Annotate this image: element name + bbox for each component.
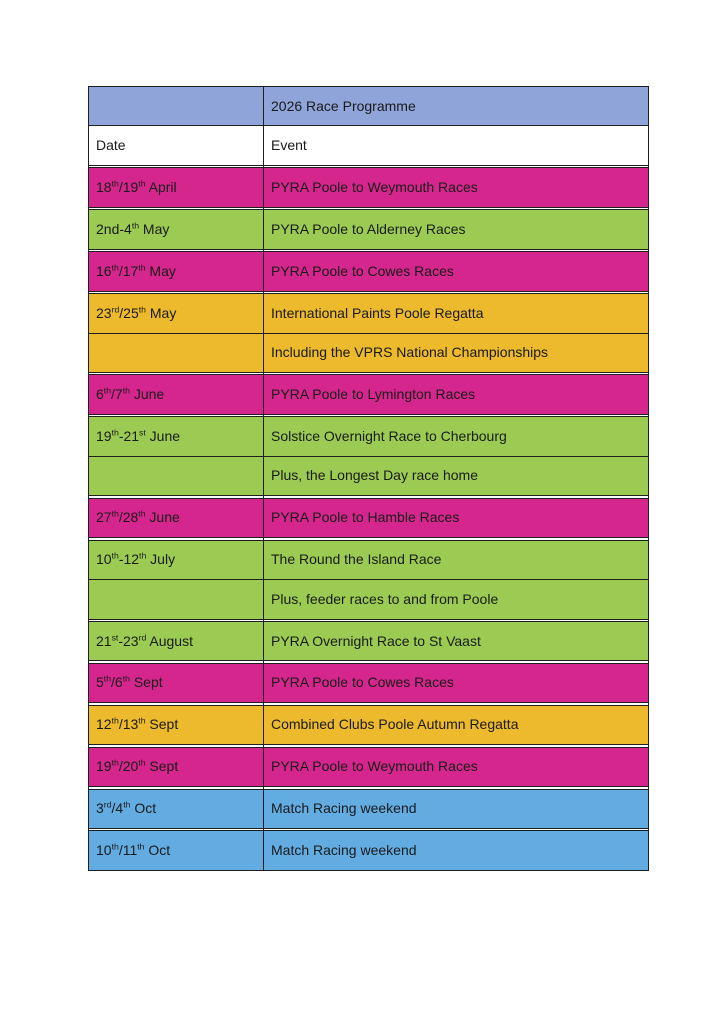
event-cell: PYRA Poole to Alderney Races	[264, 210, 649, 249]
event-row	[89, 747, 649, 786]
ordinal-superscript: th	[138, 262, 146, 273]
ordinal-superscript: th	[111, 550, 119, 561]
ordinal-superscript: st	[111, 631, 119, 642]
column-header-row	[89, 126, 649, 165]
ordinal-superscript: th	[138, 715, 146, 726]
ordinal-superscript: rd	[103, 799, 112, 810]
event-cell: Event	[264, 126, 649, 165]
date-cell: 10th-12th July	[89, 540, 264, 579]
date-cell: 21st-23rd August	[89, 621, 264, 660]
event-row	[89, 789, 649, 828]
event-cell: 2026 Race Programme	[264, 87, 649, 126]
event-cell: PYRA Poole to Weymouth Races	[264, 168, 649, 207]
date-cell: 16th/17th May	[89, 252, 264, 291]
date-cell	[89, 456, 264, 495]
event-cell: PYRA Poole to Lymington Races	[264, 375, 649, 414]
date-cell: 18th/19th April	[89, 168, 264, 207]
ordinal-superscript: th	[131, 220, 140, 231]
event-row	[89, 621, 649, 660]
ordinal-superscript: th	[122, 385, 130, 396]
race-programme-table	[88, 86, 649, 871]
event-cell: International Paints Poole Regatta	[264, 294, 649, 333]
event-cell: Solstice Overnight Race to Cherbourg	[264, 417, 649, 456]
event-row	[89, 294, 649, 333]
event-row	[89, 580, 649, 619]
event-cell: Plus, feeder races to and from Poole	[264, 580, 649, 619]
date-cell: 27th/28th June	[89, 498, 264, 537]
event-row	[89, 375, 649, 414]
ordinal-superscript: th	[111, 178, 119, 189]
ordinal-superscript: th	[138, 178, 146, 189]
event-cell: PYRA Poole to Cowes Races	[264, 252, 649, 291]
event-cell: Plus, the Longest Day race home	[264, 456, 649, 495]
ordinal-superscript: th	[122, 673, 130, 684]
event-row	[89, 540, 649, 579]
event-row	[89, 831, 649, 871]
event-row	[89, 333, 649, 372]
ordinal-superscript: th	[137, 841, 145, 852]
event-row	[89, 705, 649, 744]
ordinal-superscript: rd	[111, 303, 120, 314]
date-cell	[89, 87, 264, 126]
ordinal-superscript: th	[111, 841, 119, 852]
date-cell: 10th/11th Oct	[89, 831, 264, 871]
event-cell: PYRA Poole to Hamble Races	[264, 498, 649, 537]
ordinal-superscript: th	[138, 757, 146, 768]
event-cell: PYRA Poole to Cowes Races	[264, 663, 649, 702]
date-cell	[89, 333, 264, 372]
date-cell: 3rd/4th Oct	[89, 789, 264, 828]
ordinal-superscript: th	[111, 427, 119, 438]
ordinal-superscript: th	[123, 799, 131, 810]
event-row	[89, 252, 649, 291]
date-cell: 5th/6th Sept	[89, 663, 264, 702]
event-row	[89, 456, 649, 495]
ordinal-superscript: rd	[138, 631, 147, 642]
date-cell	[89, 580, 264, 619]
ordinal-superscript: st	[139, 427, 146, 438]
date-cell: 2nd-4th May	[89, 210, 264, 249]
event-row	[89, 168, 649, 207]
event-cell: Including the VPRS National Championships	[264, 333, 649, 372]
event-row	[89, 210, 649, 249]
ordinal-superscript: th	[103, 673, 112, 684]
date-cell: 12th/13th Sept	[89, 705, 264, 744]
ordinal-superscript: th	[111, 715, 119, 726]
ordinal-superscript: th	[111, 757, 119, 768]
title-row	[89, 87, 649, 126]
event-cell: PYRA Poole to Weymouth Races	[264, 747, 649, 786]
event-row	[89, 417, 649, 456]
race-table-body	[89, 87, 649, 871]
ordinal-superscript: th	[103, 385, 112, 396]
ordinal-superscript: th	[138, 303, 146, 314]
event-cell: The Round the Island Race	[264, 540, 649, 579]
ordinal-superscript: th	[138, 508, 146, 519]
date-cell: 19th-21st June	[89, 417, 264, 456]
event-cell: PYRA Overnight Race to St Vaast	[264, 621, 649, 660]
date-cell: 23rd/25th May	[89, 294, 264, 333]
ordinal-superscript: th	[139, 550, 147, 561]
date-cell: 19th/20th Sept	[89, 747, 264, 786]
event-cell: Combined Clubs Poole Autumn Regatta	[264, 705, 649, 744]
ordinal-superscript: th	[111, 262, 119, 273]
ordinal-superscript: th	[111, 508, 119, 519]
event-row	[89, 498, 649, 537]
event-cell: Match Racing weekend	[264, 831, 649, 871]
date-cell: 6th/7th June	[89, 375, 264, 414]
event-cell: Match Racing weekend	[264, 789, 649, 828]
date-cell: Date	[89, 126, 264, 165]
event-row	[89, 663, 649, 702]
